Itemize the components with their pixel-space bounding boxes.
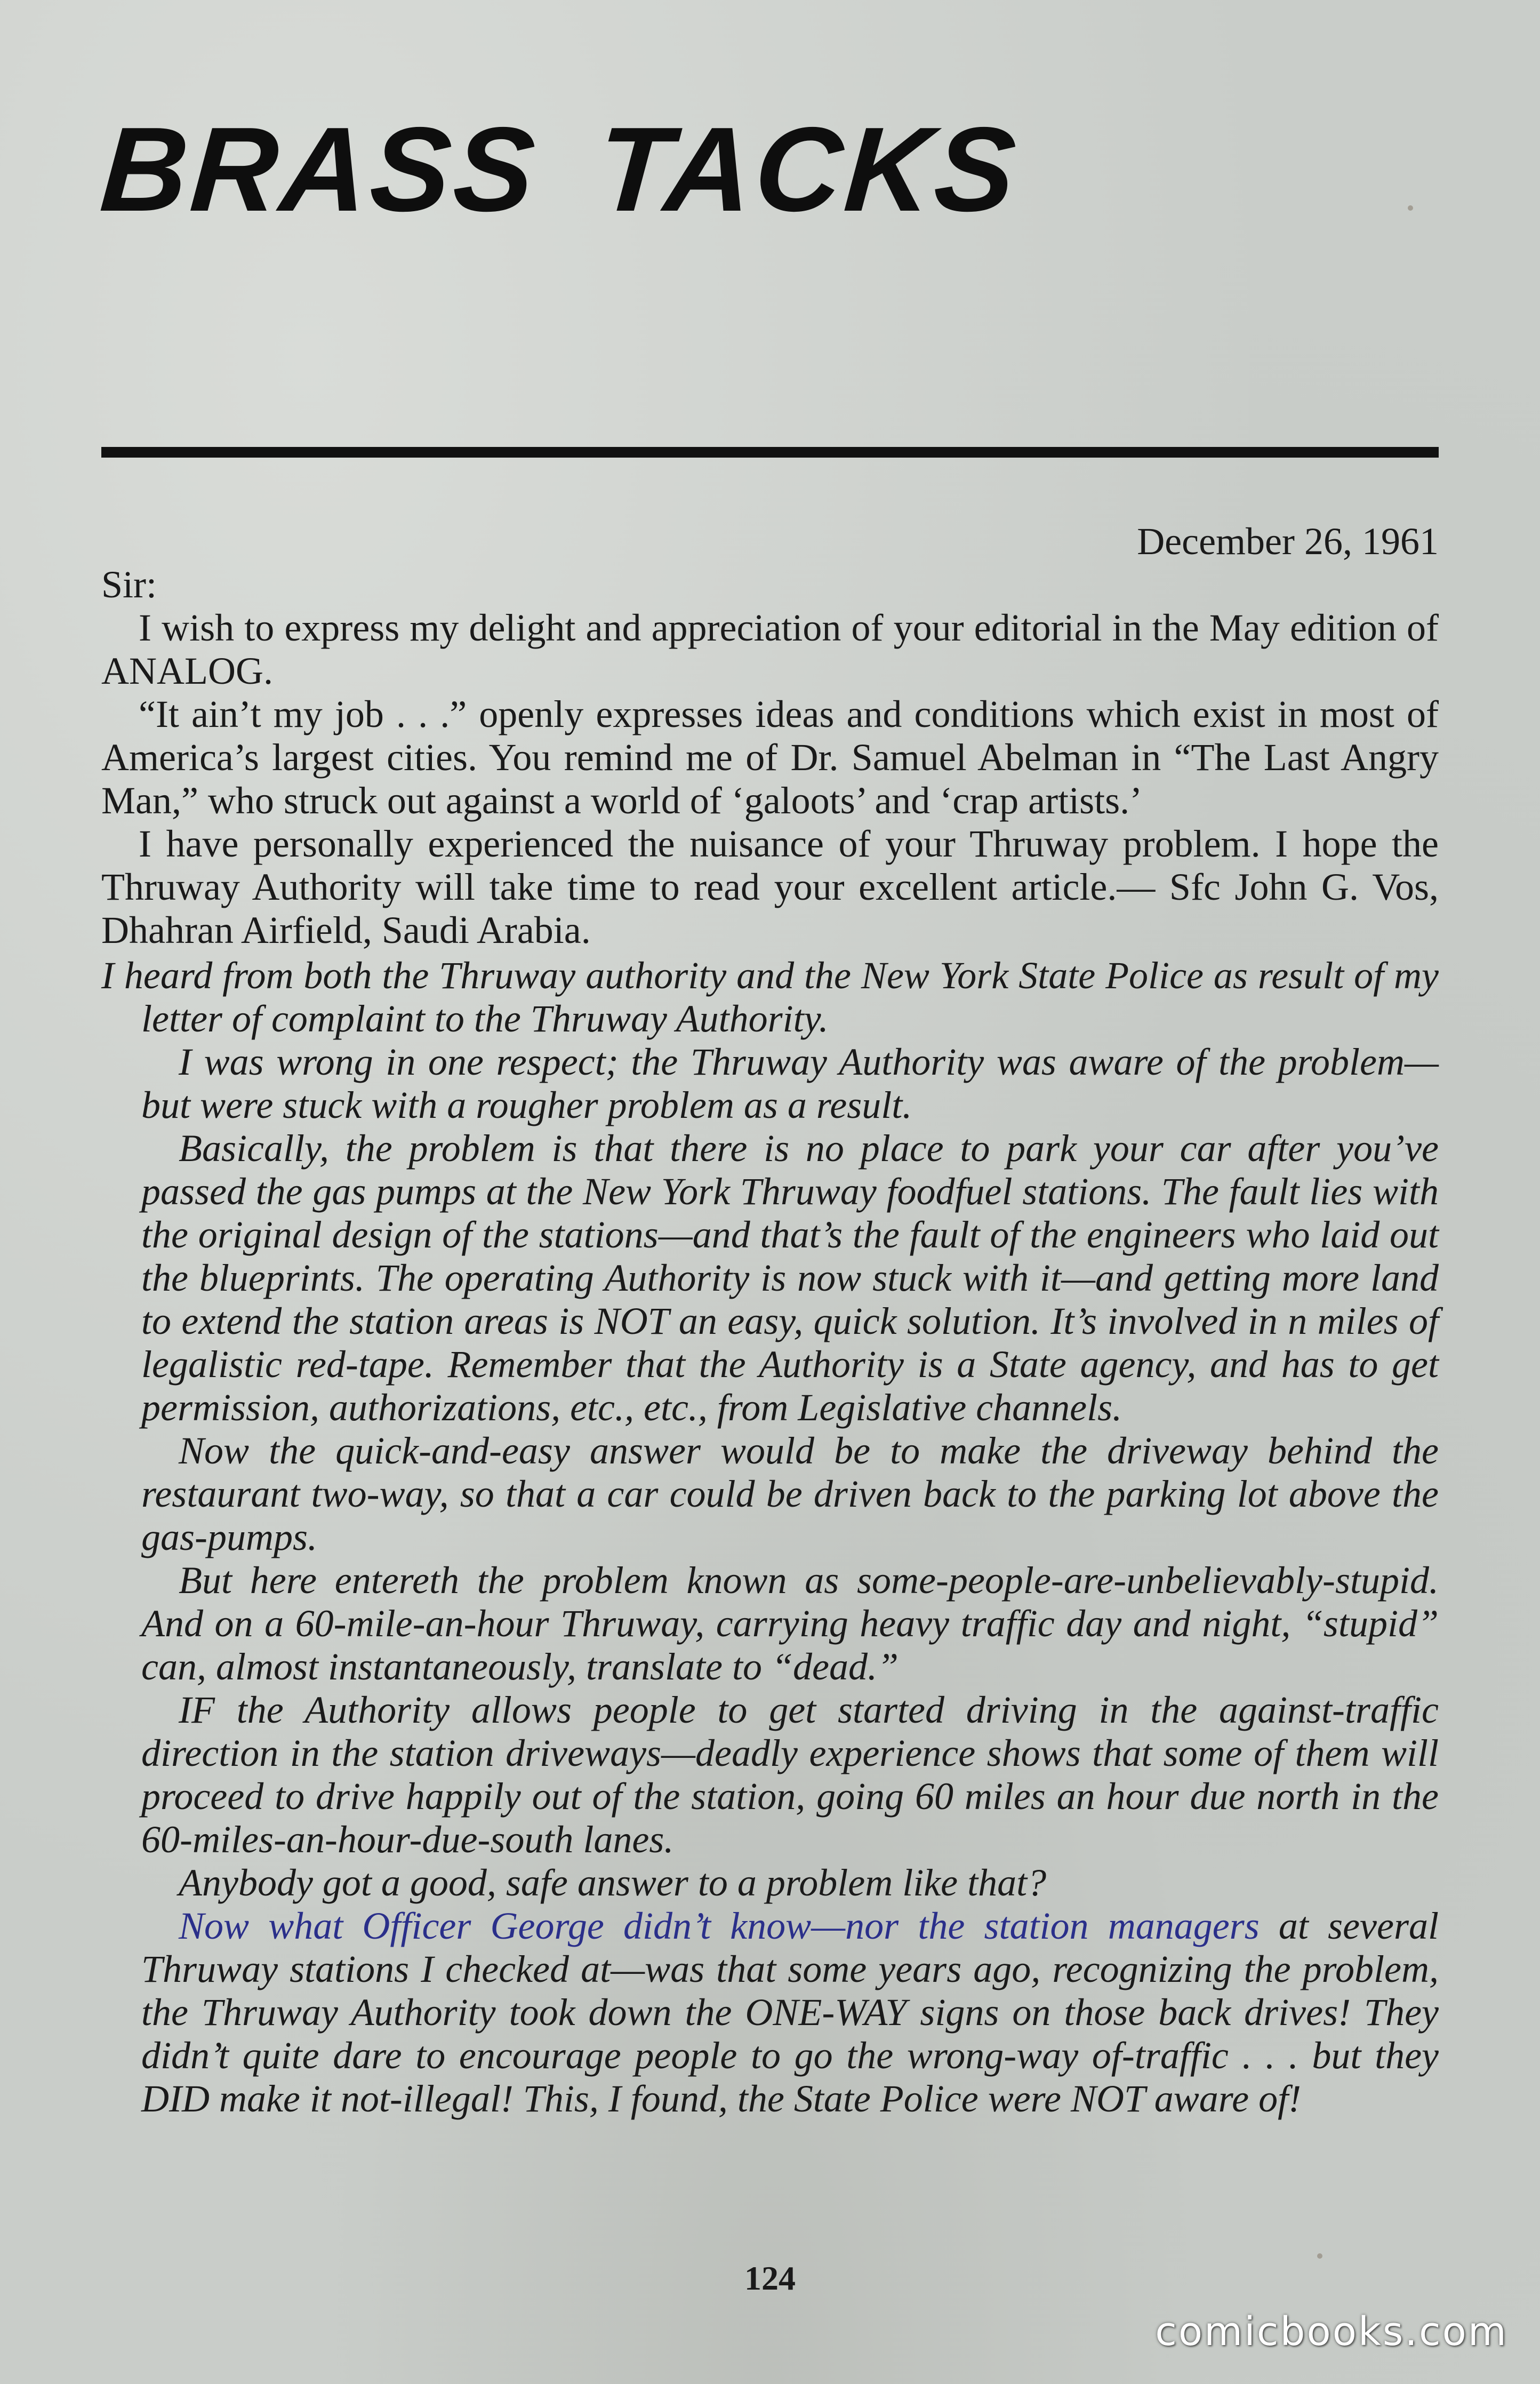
letter-paragraph: I wish to express my delight and appreciation of your editorial in the May edition of ANALOG.	[101, 606, 1439, 692]
response-paragraph: IF the Authority allows people to get started driving in the against-traffic direction in the station driveways—deadly experience shows that some of them will proceed to drive happily out of the station, going 60 miles an hour due north in the 60-miles-an-hour-due-south lanes.	[141, 1689, 1439, 1861]
letter-paragraph: “It ain’t my job . . .” openly expresses ideas and conditions which exist in most of America’s largest cities. You remind me of Dr. Samuel Abelman in “The Last Angry Man,” who struck out against a world of ‘galoots’ and ‘crap artists.’	[101, 693, 1439, 822]
editor-response	[101, 954, 1439, 2121]
response-paragraph: I heard from both the Thruway authority and the New York State Police as result of my letter of complaint to the Thruway Authority.	[101, 954, 1439, 1040]
paper-speck	[1408, 205, 1413, 211]
paper-speck	[1317, 2253, 1322, 2259]
response-paragraph: But here entereth the problem known as some-people-are-unbelievably-stupid. And on a 60-mile-an-hour Thruway, carrying heavy traffic day and night, “stupid” can, almost instantaneously, translate to “dead.”	[141, 1559, 1439, 1688]
response-final-paragraph	[101, 1905, 1439, 2121]
final-paragraph-text: at several Thruway stations I checked at—was that some years ago, recognizing the problem, the Thruway Authority took down the ONE-WAY signs on those back drives! They didn’t quite dare to encourage people to go the wrong-way of-traffic . . . but they DID make it not-illegal! This, I found, the State Police were NOT aware of!	[141, 1905, 1439, 2120]
reader-letter	[101, 606, 1439, 952]
response-paragraph: I was wrong in one respect; the Thruway Authority was aware of the problem—but were stuck with a rougher problem as a result.	[141, 1041, 1439, 1126]
article-body	[101, 520, 1439, 2121]
letter-paragraph: I have personally experienced the nuisance of your Thruway problem. I hope the Thruway Authority will take time to read your excellent article.— Sfc John G. Vos, Dhahran Airfield, Saudi Arabia.	[101, 822, 1439, 951]
page-number: 124	[744, 2259, 796, 2297]
response-paragraph: Now the quick-and-easy answer would be to make the driveway behind the restaurant two-way, so that a car could be driven back to the parking lot above the gas-pumps.	[141, 1429, 1439, 1558]
blue-ink-text: Now what Officer George didn’t know—nor the station managers	[179, 1905, 1260, 1947]
watermark-logo: comicbooks.com	[1155, 2309, 1508, 2355]
letter-date: December 26, 1961	[1137, 520, 1439, 563]
title-rule	[101, 447, 1439, 458]
response-paragraph: Basically, the problem is that there is no place to park your car after you’ve passed the gas pumps at the New York Thruway foodfuel stations. The fault lies with the original design of the stations—and that’s the fault of the engineers who laid out the blueprints. The operating Authority is now stuck with it—and getting more land to extend the station areas is NOT an easy, quick solution. It’s involved in n miles of legalistic red-tape. Remember that the Authority is a State agency, and has to get permission, authorizations, etc., etc., from Legislative channels.	[141, 1127, 1439, 1429]
page-title: BRASS TACKS	[97, 102, 1023, 236]
response-paragraph: Anybody got a good, safe answer to a problem like that?	[179, 1861, 1047, 1904]
letter-salutation: Sir:	[101, 563, 157, 606]
